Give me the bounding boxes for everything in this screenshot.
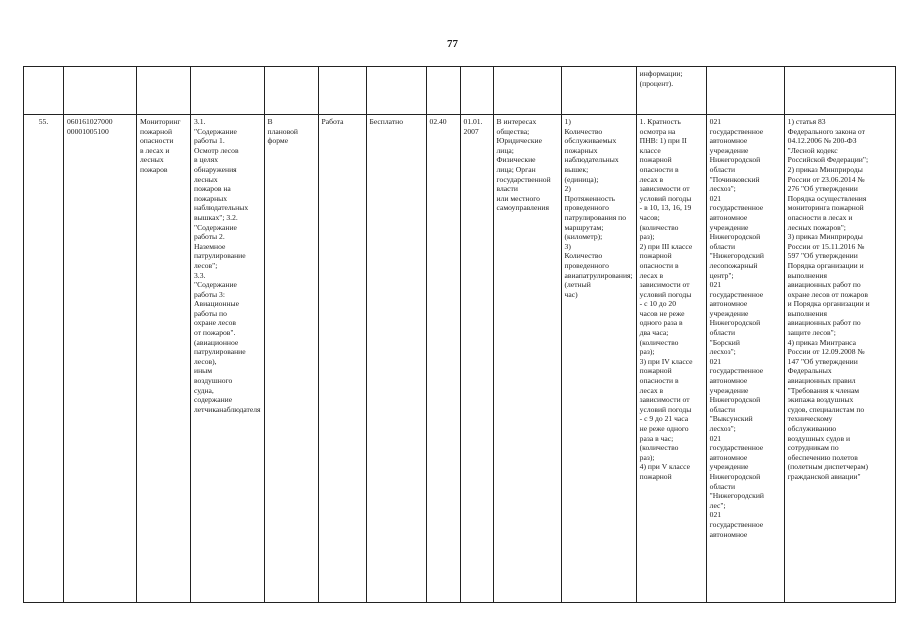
cell-work-content: 3.1. "Содержание работы 1. Осмотр лесов в целях обнаружения лесных пожаров на пожарных наблюдательных вышках"; 3.2. "Содержание работы 2. Наземное патрулирование лесов"; 3.3. "Содержание работы 3: Авиационные работы по охране лесов от пожаров". (авиационное патрулирование лесов), иным воздушного судна, содержание летчиканаблюдателя: [191, 115, 265, 603]
table-row-55: [24, 115, 896, 603]
cell-empty: [426, 67, 460, 115]
cell-registry-code: 060161027000 00001005100: [64, 115, 137, 603]
cell-empty: [460, 67, 493, 115]
cell-payment: Бесплатно: [366, 115, 426, 603]
cell-quality-continuation: информации; (процент).: [636, 67, 706, 115]
registry-table: [23, 66, 896, 603]
cell-okved: 02.40: [426, 115, 460, 603]
cell-empty: [784, 67, 895, 115]
cell-empty: [64, 67, 137, 115]
cell-volume-indicators: 1) Количество обслуживаемых пожарных наблюдательных вышек; (единица); 2) Протяженность проведенного патрулирования по маршрутам; (километр); 3) Количество проведенного авиапатрулирования; (летный час): [561, 115, 636, 603]
cell-institutions: 021 государственное автономное учреждение Нижегородской области "Починковский лесхоз"; 021 государственное автономное учреждение Нижегородской области "Нижегородский лесопожарный центр"; 021 государственное автономное учреждение Нижегородской области "Борский лесхоз"; 021 государственное автономное учреждение Нижегородской области "Выксунский лесхоз"; 021 государственное автономное учреждение Нижегородской области "Нижегородский лес"; 021 государственное автономное: [706, 115, 784, 603]
cell-empty: [264, 67, 318, 115]
table-row-continuation: [24, 67, 896, 115]
cell-empty: [366, 67, 426, 115]
cell-quality-indicators: 1. Кратность осмотра на ПНВ: 1) при II классе пожарной опасности в лесах в зависимости от условий погоды - в 10, 13, 16, 19 часов; (количество раз); 2) при III классе пожарной опасности в лесах в зависимости от условий погоды - с 10 до 20 часов не реже одного раза в два часа; (количество раз); 3) при IV классе пожарной опасности в лесах в зависимости от условий погоды - с 9 до 21 часа не реже одного раза в час; (количество раз); 4) при V классе пожарной: [636, 115, 706, 603]
cell-form: В плановой форме: [264, 115, 318, 603]
cell-empty: [137, 67, 191, 115]
cell-empty: [493, 67, 561, 115]
cell-empty: [191, 67, 265, 115]
cell-row-number: 55.: [24, 115, 64, 603]
cell-empty: [561, 67, 636, 115]
cell-empty: [706, 67, 784, 115]
cell-empty: [24, 67, 64, 115]
cell-legal-acts: 1) статья 83 Федерального закона от 04.12.2006 № 200-ФЗ "Лесной кодекс Российской Федерации"; 2) приказ Минприроды России от 23.06.2014 № 276 "Об утверждении Порядка осуществления мониторинга пожарной опасности в лесах и лесных пожаров"; 3) приказ Минприроды России от 15.11.2016 № 597 "Об утверждении Порядка организации и выполнения авиационных работ по охране лесов от пожаров и Порядка организации и выполнения авиационных работ по защите лесов"; 4) приказ Минтранса России от 12.09.2008 № 147 "Об утверждении Федеральных авиационных правил "Требования к членам экипажа воздушных судов, специалистам по техническому обслуживанию воздушных судов и сотрудникам по обеспечению полетов (полетным диспетчерам) гражданской авиации": [784, 115, 895, 603]
cell-work-name: Мониторинг пожарной опасности в лесах и лесных пожаров: [137, 115, 191, 603]
cell-empty: [318, 67, 366, 115]
page-number: 77: [447, 38, 458, 50]
cell-consumers: В интересах общества; Юридические лица; Физические лица; Орган государственной власти или местного самоуправления: [493, 115, 561, 603]
cell-date: 01.01. 2007: [460, 115, 493, 603]
cell-type: Работа: [318, 115, 366, 603]
